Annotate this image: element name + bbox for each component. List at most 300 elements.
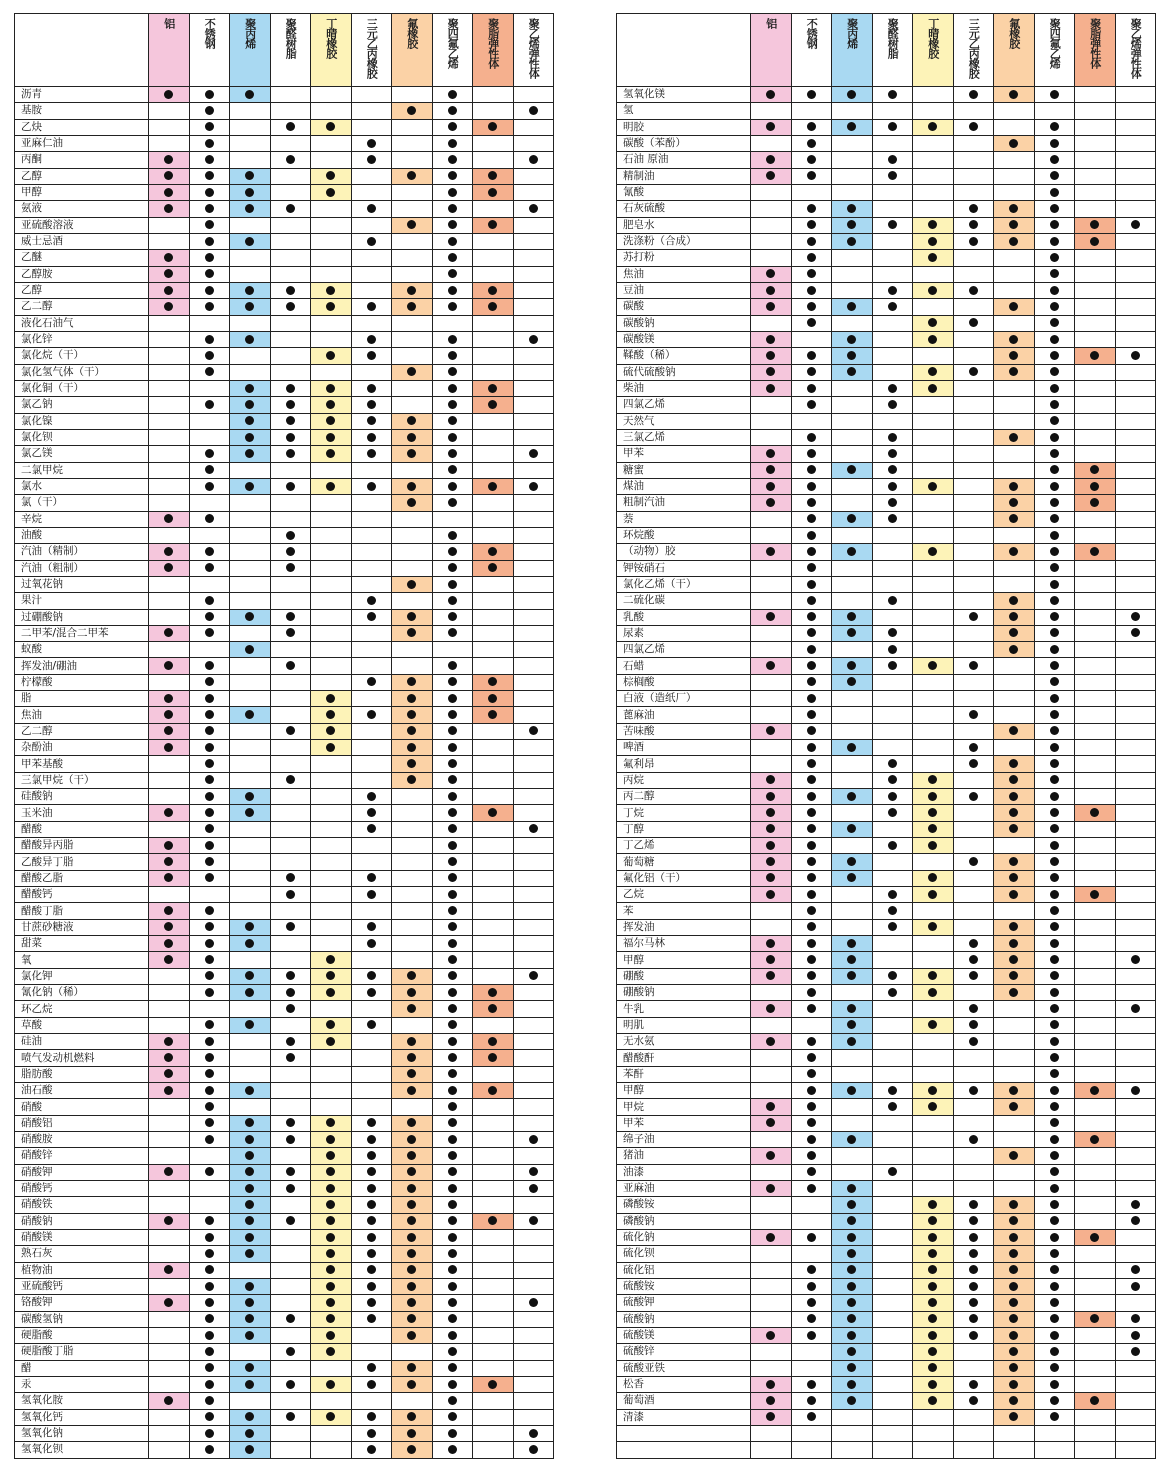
compatible-dot-icon — [847, 1037, 856, 1046]
compat-cell — [953, 740, 994, 756]
table-row — [15, 495, 554, 511]
compat-cell — [791, 985, 832, 1001]
compat-cell — [351, 723, 392, 739]
compat-cell — [953, 511, 994, 527]
compat-cell — [189, 184, 230, 200]
compat-cell — [189, 658, 230, 674]
compat-cell — [473, 1360, 514, 1376]
compatible-dot-icon — [245, 971, 254, 980]
compat-cell — [953, 707, 994, 723]
compat-cell — [751, 364, 792, 380]
compatible-dot-icon — [326, 694, 335, 703]
compat-cell — [392, 527, 433, 543]
compatible-dot-icon — [245, 1184, 254, 1193]
compatible-dot-icon — [205, 253, 214, 262]
compatible-dot-icon — [367, 873, 376, 882]
table-row — [15, 87, 554, 103]
compat-cell — [1034, 1360, 1075, 1376]
compat-cell — [473, 266, 514, 282]
table-row — [15, 331, 554, 347]
compat-cell — [392, 968, 433, 984]
compat-cell — [751, 674, 792, 690]
compat-cell — [311, 1034, 352, 1050]
compat-cell — [1115, 1278, 1156, 1294]
compat-cell — [751, 952, 792, 968]
compat-cell — [913, 1197, 954, 1213]
compatible-dot-icon — [766, 939, 775, 948]
compat-cell — [351, 919, 392, 935]
compatible-dot-icon — [164, 155, 173, 164]
compat-cell — [432, 282, 473, 298]
compatible-dot-icon — [928, 1233, 937, 1242]
compat-cell — [1115, 544, 1156, 560]
compat-cell — [994, 544, 1035, 560]
compat-cell — [791, 168, 832, 184]
compatible-dot-icon — [326, 171, 335, 180]
compat-cell — [872, 658, 913, 674]
compat-cell — [432, 576, 473, 592]
compatible-dot-icon — [205, 694, 214, 703]
compatible-dot-icon — [286, 988, 295, 997]
compatible-dot-icon — [928, 1086, 937, 1095]
compat-cell — [270, 527, 311, 543]
compat-cell — [791, 1278, 832, 1294]
compat-cell — [791, 658, 832, 674]
compat-cell — [432, 1376, 473, 1392]
chemical-name: 硫化铝 — [617, 1262, 751, 1278]
compatible-dot-icon — [205, 514, 214, 523]
compat-cell — [392, 870, 433, 886]
compat-cell — [513, 1442, 554, 1458]
compatible-dot-icon — [1050, 628, 1059, 637]
compat-cell — [149, 887, 190, 903]
compat-cell — [513, 952, 554, 968]
table-row — [617, 201, 1156, 217]
compatible-dot-icon — [1009, 1102, 1018, 1111]
compat-cell — [751, 838, 792, 854]
compat-cell — [751, 1001, 792, 1017]
compat-cell — [311, 772, 352, 788]
compat-cell — [432, 250, 473, 266]
material-header — [392, 14, 433, 87]
compat-cell — [953, 135, 994, 151]
compat-cell — [832, 446, 873, 462]
compat-cell — [473, 1376, 514, 1392]
compatible-dot-icon — [367, 596, 376, 605]
table-row — [617, 1115, 1156, 1131]
table-row — [617, 805, 1156, 821]
compat-cell — [189, 511, 230, 527]
compat-cell — [230, 266, 271, 282]
table-row — [15, 1425, 554, 1441]
compatible-dot-icon — [1050, 580, 1059, 589]
compat-cell — [189, 952, 230, 968]
compat-cell — [1075, 1327, 1116, 1343]
compat-cell — [311, 609, 352, 625]
compat-cell — [392, 233, 433, 249]
compat-cell — [270, 1017, 311, 1033]
compat-cell — [351, 1295, 392, 1311]
compat-cell — [872, 1344, 913, 1360]
compatible-dot-icon — [888, 482, 897, 491]
compat-cell — [1075, 1295, 1116, 1311]
compat-cell — [230, 1132, 271, 1148]
compat-cell — [1115, 609, 1156, 625]
chemical-name: 过硼酸钠 — [15, 609, 149, 625]
compat-cell — [791, 642, 832, 658]
compat-cell — [432, 1115, 473, 1131]
compat-cell — [994, 658, 1035, 674]
compat-cell — [513, 936, 554, 952]
compatible-dot-icon — [448, 1118, 457, 1127]
compat-cell — [1075, 282, 1116, 298]
table-row — [15, 1001, 554, 1017]
compat-cell — [189, 331, 230, 347]
compatible-dot-icon — [448, 155, 457, 164]
material-header — [1115, 14, 1156, 87]
compat-cell — [913, 560, 954, 576]
compat-cell — [149, 1360, 190, 1376]
compat-cell — [351, 217, 392, 233]
compat-cell — [994, 1099, 1035, 1115]
compatible-dot-icon — [807, 1004, 816, 1013]
compat-cell — [872, 1360, 913, 1376]
compat-cell — [913, 495, 954, 511]
compat-cell — [230, 1229, 271, 1245]
compat-cell — [791, 1327, 832, 1343]
compatible-dot-icon — [164, 694, 173, 703]
material-header-label: 铝 — [162, 18, 176, 28]
compat-cell — [513, 903, 554, 919]
compatible-dot-icon — [286, 612, 295, 621]
compat-cell — [1034, 838, 1075, 854]
compat-cell — [270, 642, 311, 658]
chemical-name: 焦油 — [617, 266, 751, 282]
compatible-dot-icon — [928, 792, 937, 801]
compat-cell — [994, 495, 1035, 511]
compat-cell — [149, 1050, 190, 1066]
compatible-dot-icon — [1050, 1020, 1059, 1029]
compat-cell — [791, 723, 832, 739]
compatible-dot-icon — [286, 873, 295, 882]
compatible-dot-icon — [205, 939, 214, 948]
compat-cell — [392, 1425, 433, 1441]
chemical-name: 糖蜜 — [617, 462, 751, 478]
compat-cell — [189, 1262, 230, 1278]
compat-cell — [270, 1148, 311, 1164]
compat-cell — [1034, 625, 1075, 641]
compat-cell — [311, 119, 352, 135]
compatible-dot-icon — [1009, 1086, 1018, 1095]
compat-cell — [1115, 576, 1156, 592]
compatible-dot-icon — [1009, 482, 1018, 491]
compat-cell — [432, 772, 473, 788]
compat-cell — [351, 805, 392, 821]
compat-cell — [432, 609, 473, 625]
compatible-dot-icon — [928, 220, 937, 229]
compatible-dot-icon — [807, 1135, 816, 1144]
compat-cell — [1075, 1132, 1116, 1148]
compatible-dot-icon — [1050, 188, 1059, 197]
compat-cell — [872, 1001, 913, 1017]
compat-cell — [311, 429, 352, 445]
compatible-dot-icon — [847, 547, 856, 556]
chemical-name: 亚麻油 — [617, 1180, 751, 1196]
table-row — [617, 1197, 1156, 1213]
compat-cell — [953, 952, 994, 968]
compat-cell — [432, 135, 473, 151]
table-row — [15, 625, 554, 641]
compat-cell — [311, 184, 352, 200]
compat-cell — [913, 1034, 954, 1050]
compat-cell — [473, 952, 514, 968]
compatible-dot-icon — [1050, 335, 1059, 344]
compat-cell — [513, 201, 554, 217]
compat-cell — [751, 936, 792, 952]
chemical-name: 清漆 — [617, 1409, 751, 1425]
compatible-dot-icon — [488, 482, 497, 491]
compat-cell — [751, 821, 792, 837]
compat-cell — [473, 658, 514, 674]
compat-cell — [751, 609, 792, 625]
compat-cell — [1075, 511, 1116, 527]
compat-cell — [432, 331, 473, 347]
compatible-dot-icon — [407, 971, 416, 980]
compatible-dot-icon — [448, 563, 457, 572]
compat-cell — [351, 576, 392, 592]
compat-cell — [953, 184, 994, 200]
chemical-name: 乙烷 — [617, 887, 751, 903]
chemical-name: 乙炔 — [15, 119, 149, 135]
compatible-dot-icon — [448, 596, 457, 605]
compat-cell — [189, 674, 230, 690]
chemical-name: 福尔马林 — [617, 936, 751, 952]
compatible-dot-icon — [245, 1086, 254, 1095]
compat-cell — [751, 478, 792, 494]
compatible-dot-icon — [1009, 237, 1018, 246]
compat-cell — [1034, 1278, 1075, 1294]
compat-cell — [913, 184, 954, 200]
compat-cell — [913, 364, 954, 380]
compat-cell — [791, 1213, 832, 1229]
blank-cell — [617, 1442, 751, 1458]
compatible-dot-icon — [1009, 873, 1018, 882]
compatible-dot-icon — [448, 465, 457, 474]
compat-cell — [994, 380, 1035, 396]
compat-cell — [432, 691, 473, 707]
compatible-dot-icon — [367, 971, 376, 980]
compat-cell — [994, 919, 1035, 935]
compat-cell — [432, 642, 473, 658]
compat-cell — [392, 789, 433, 805]
compatible-dot-icon — [1050, 1069, 1059, 1078]
compat-cell — [513, 691, 554, 707]
compat-cell — [311, 642, 352, 658]
table-row — [617, 723, 1156, 739]
compat-cell — [1034, 772, 1075, 788]
chemical-name: 硝酸 — [15, 1099, 149, 1115]
compat-cell — [149, 1229, 190, 1245]
compatible-dot-icon — [326, 710, 335, 719]
compat-cell — [230, 952, 271, 968]
compat-cell — [751, 511, 792, 527]
compat-cell — [1034, 560, 1075, 576]
compat-cell — [351, 642, 392, 658]
compatible-dot-icon — [1009, 1331, 1018, 1340]
compatible-dot-icon — [205, 547, 214, 556]
compat-cell — [832, 135, 873, 151]
compatible-dot-icon — [164, 547, 173, 556]
compat-cell — [230, 1295, 271, 1311]
compat-cell — [392, 1376, 433, 1392]
compat-cell — [311, 1262, 352, 1278]
material-header — [1075, 14, 1116, 87]
compat-cell — [230, 772, 271, 788]
compat-cell — [189, 642, 230, 658]
compat-cell — [392, 1197, 433, 1213]
compatible-dot-icon — [164, 906, 173, 915]
compat-cell — [473, 691, 514, 707]
compatible-dot-icon — [807, 1282, 816, 1291]
compat-cell — [270, 495, 311, 511]
compatible-dot-icon — [847, 857, 856, 866]
chemical-name: 醋酸丁脂 — [15, 903, 149, 919]
chemical-name: 汞 — [15, 1376, 149, 1392]
compat-cell — [473, 413, 514, 429]
compat-cell — [351, 1197, 392, 1213]
compatible-dot-icon — [888, 988, 897, 997]
chemical-name: 沥青 — [15, 87, 149, 103]
compatible-dot-icon — [1009, 1249, 1018, 1258]
compatible-dot-icon — [488, 547, 497, 556]
chemical-name: 苯 — [617, 903, 751, 919]
compat-cell — [872, 625, 913, 641]
compat-cell — [913, 805, 954, 821]
compatible-dot-icon — [529, 1216, 538, 1225]
compatible-dot-icon — [1050, 1184, 1059, 1193]
compatible-dot-icon — [407, 1216, 416, 1225]
compatible-dot-icon — [286, 971, 295, 980]
compat-cell — [994, 1148, 1035, 1164]
compat-cell — [953, 1213, 994, 1229]
compatible-dot-icon — [969, 204, 978, 213]
compat-cell — [1115, 1246, 1156, 1262]
compat-cell — [473, 609, 514, 625]
compat-cell — [953, 919, 994, 935]
compat-cell — [149, 217, 190, 233]
compat-cell — [473, 1425, 514, 1441]
compatible-dot-icon — [448, 1412, 457, 1421]
compatible-dot-icon — [164, 710, 173, 719]
compat-cell — [913, 838, 954, 854]
compat-cell — [913, 446, 954, 462]
compatible-dot-icon — [448, 220, 457, 229]
compat-cell — [189, 413, 230, 429]
compat-cell — [392, 184, 433, 200]
compat-cell — [994, 1278, 1035, 1294]
compat-cell — [513, 625, 554, 641]
compatible-dot-icon — [326, 1167, 335, 1176]
compatible-dot-icon — [1050, 449, 1059, 458]
chemical-header-cell — [617, 14, 751, 87]
compat-cell — [751, 1164, 792, 1180]
compat-cell — [832, 1099, 873, 1115]
compat-cell — [791, 1148, 832, 1164]
compat-cell — [872, 1197, 913, 1213]
compat-cell — [751, 1246, 792, 1262]
compatible-dot-icon — [205, 204, 214, 213]
compatible-dot-icon — [807, 433, 816, 442]
compat-cell — [751, 201, 792, 217]
compatible-dot-icon — [766, 171, 775, 180]
compatible-dot-icon — [807, 1053, 816, 1062]
compat-cell — [351, 527, 392, 543]
material-header — [994, 14, 1035, 87]
compatible-dot-icon — [1050, 1331, 1059, 1340]
compat-cell — [1034, 135, 1075, 151]
compat-cell — [189, 266, 230, 282]
chemical-name: 醋酸乙脂 — [15, 870, 149, 886]
compatible-dot-icon — [766, 890, 775, 899]
compatible-dot-icon — [286, 1347, 295, 1356]
table-row — [617, 119, 1156, 135]
table-row — [617, 772, 1156, 788]
compat-cell — [351, 985, 392, 1001]
compat-cell — [751, 576, 792, 592]
compat-cell — [832, 1001, 873, 1017]
compat-cell — [270, 266, 311, 282]
compat-cell — [311, 1132, 352, 1148]
compat-cell — [270, 1278, 311, 1294]
compatible-dot-icon — [245, 988, 254, 997]
table-row — [15, 282, 554, 298]
compatible-dot-icon — [407, 498, 416, 507]
compat-cell — [1034, 821, 1075, 837]
compat-cell — [392, 625, 433, 641]
chemical-name: 乙二醇 — [15, 299, 149, 315]
compat-cell — [872, 87, 913, 103]
chemical-name: 氯（干） — [15, 495, 149, 511]
compatible-dot-icon — [1050, 482, 1059, 491]
compat-cell — [513, 1246, 554, 1262]
compatible-dot-icon — [1090, 1314, 1099, 1323]
compatible-dot-icon — [969, 286, 978, 295]
compat-cell — [513, 609, 554, 625]
compat-cell — [230, 1115, 271, 1131]
compat-cell — [351, 446, 392, 462]
compat-cell — [473, 1442, 514, 1458]
compatible-dot-icon — [807, 1412, 816, 1421]
compat-cell — [832, 1066, 873, 1082]
compat-cell — [751, 168, 792, 184]
compatible-dot-icon — [326, 1184, 335, 1193]
compat-cell — [270, 544, 311, 560]
chemical-name: 萘 — [617, 511, 751, 527]
blank-cell — [1115, 1425, 1156, 1441]
chemical-name: 铬酸钾 — [15, 1295, 149, 1311]
compat-cell — [1034, 1246, 1075, 1262]
compatible-dot-icon — [407, 743, 416, 752]
compat-cell — [432, 1050, 473, 1066]
compatible-dot-icon — [448, 824, 457, 833]
compat-cell — [351, 1246, 392, 1262]
table-row — [15, 1229, 554, 1245]
compat-cell — [1034, 1066, 1075, 1082]
compat-cell — [392, 1066, 433, 1082]
compatible-dot-icon — [286, 547, 295, 556]
compat-cell — [473, 1393, 514, 1409]
compat-cell — [473, 1311, 514, 1327]
